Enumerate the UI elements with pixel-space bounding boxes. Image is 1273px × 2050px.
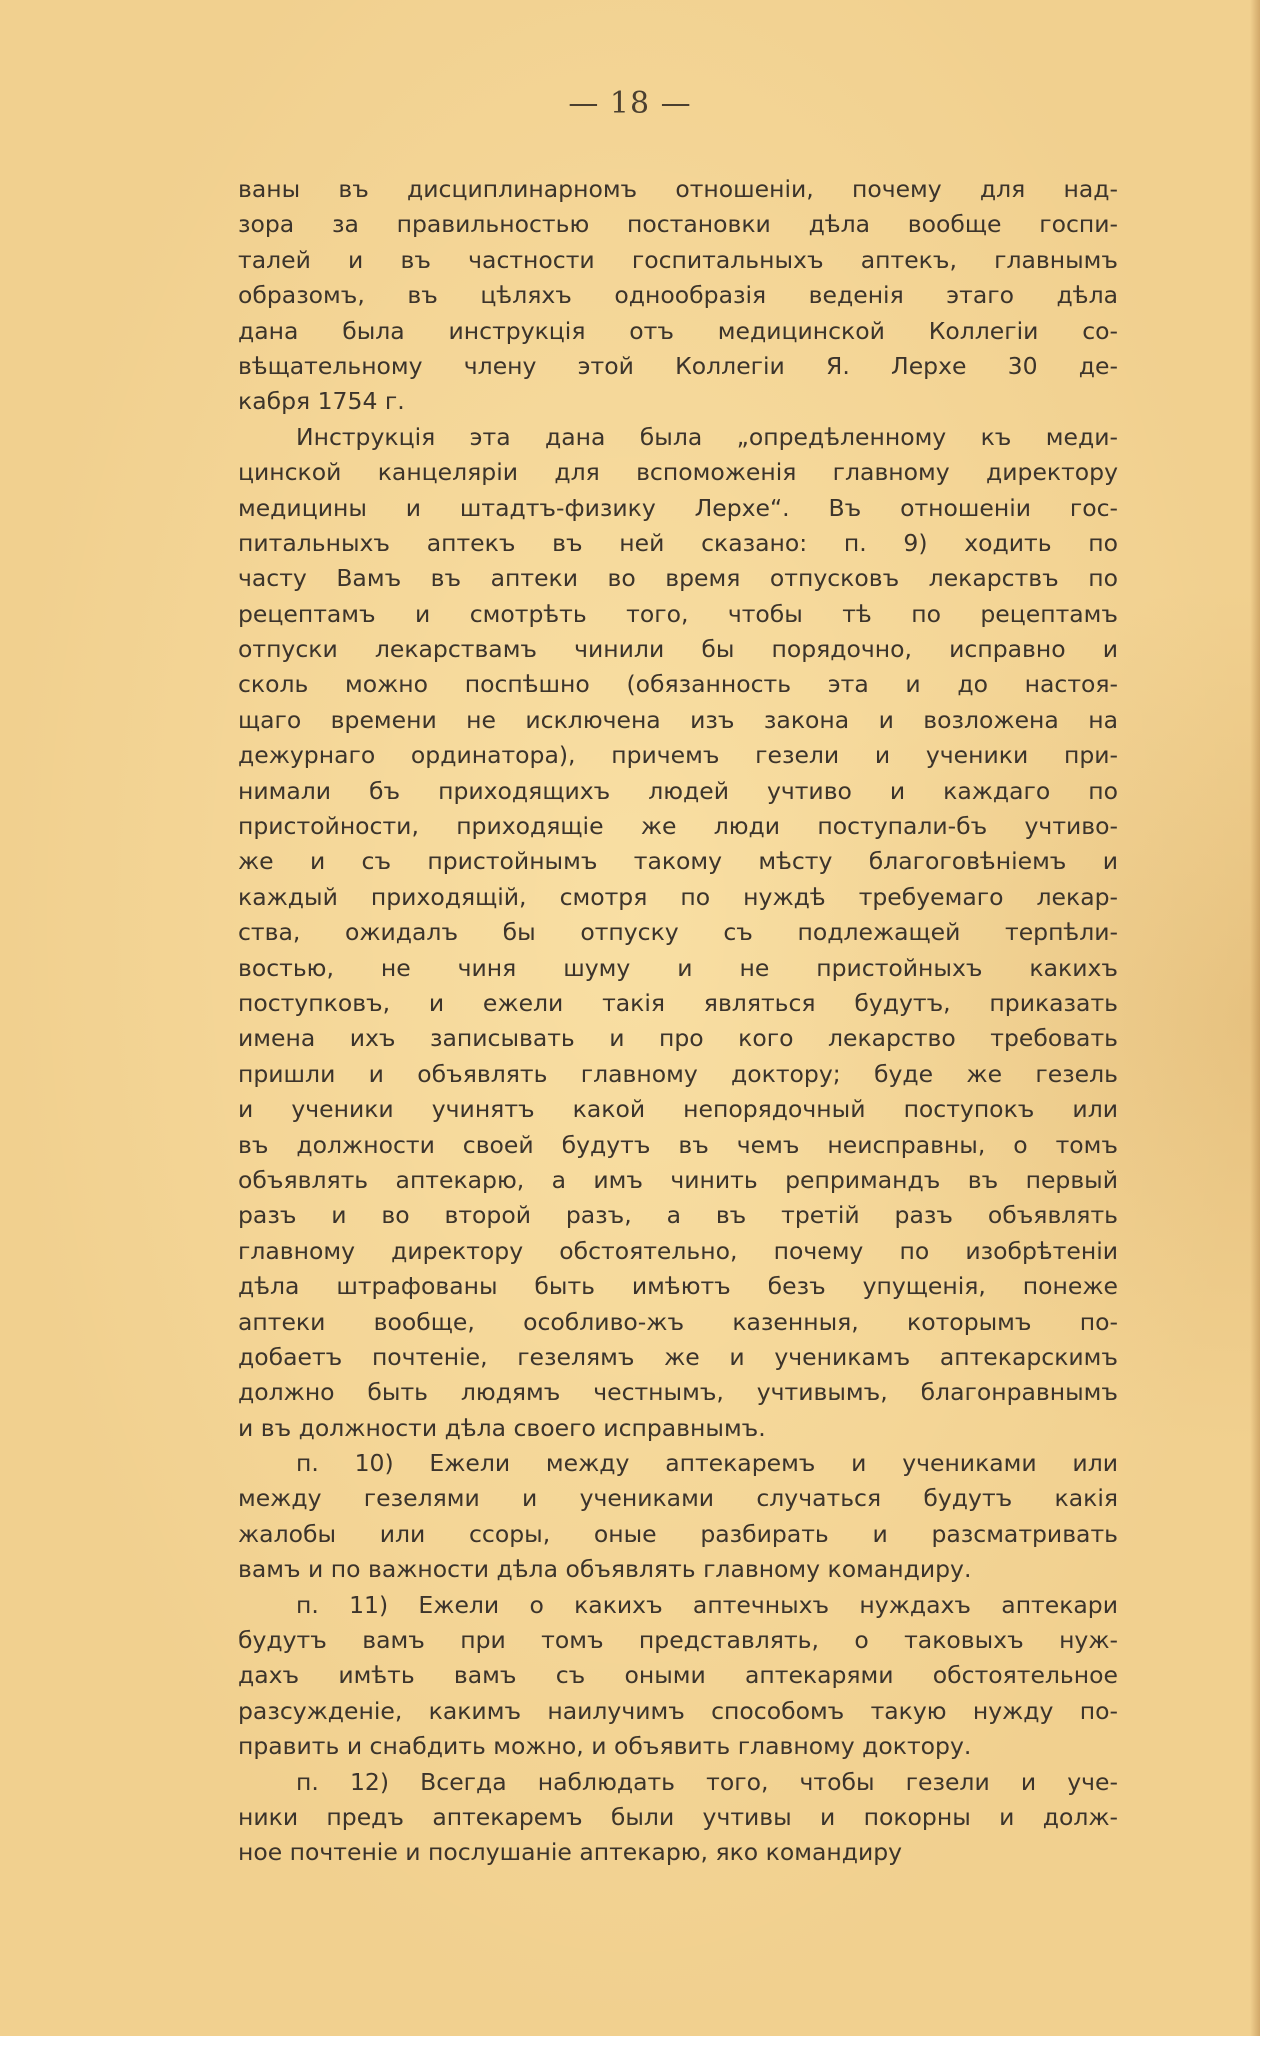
text-line: пришли и объявлять главному доктору; буде же гезель bbox=[238, 1059, 1118, 1088]
paragraph bbox=[238, 172, 1118, 420]
text-line: щаго времени не исключена изъ закона и возложена на bbox=[238, 705, 1118, 734]
text-line: дахъ имѣть вамъ съ оными аптекарями обстоятельное bbox=[238, 1661, 1118, 1690]
text-line: п. 10) Ежели между аптекаремъ и учениками или bbox=[296, 1449, 1118, 1478]
text-line: должно быть людямъ честнымъ, учтивымъ, благонравнымъ bbox=[238, 1378, 1118, 1407]
paragraph bbox=[238, 1446, 1118, 1588]
text-line: объявлять аптекарю, а имъ чинить репримандъ въ первый bbox=[238, 1165, 1118, 1194]
text-line: вѣщательному члену этой Коллегіи Я. Лерхе 30 де- bbox=[238, 351, 1118, 380]
text-line: разъ и во второй разъ, а въ третій разъ объявлять bbox=[238, 1201, 1118, 1230]
text-line: въ должности своей будутъ въ чемъ неисправны, о томъ bbox=[238, 1130, 1118, 1159]
text-line: зора за правильностью постановки дѣла вообще госпи- bbox=[238, 210, 1118, 239]
text-line: кабря 1754 г. bbox=[238, 387, 405, 416]
text-line: добаетъ почтеніе, гезелямъ же и ученикамъ аптекарскимъ bbox=[238, 1342, 1118, 1371]
text-line: править и снабдить можно, и объявить главному доктору. bbox=[238, 1732, 972, 1761]
text-line: талей и въ частности госпитальныхъ аптекъ, главнымъ bbox=[238, 245, 1118, 274]
text-line: ваны въ дисциплинарномъ отношеніи, почему для над- bbox=[238, 175, 1118, 203]
text-line: востью, не чиня шуму и не пристойныхъ какихъ bbox=[238, 953, 1118, 982]
page-number: — 18 — bbox=[568, 86, 692, 121]
text-line: каждый приходящій, смотря по нуждѣ требуемаго лекар- bbox=[238, 882, 1118, 911]
text-line: питальныхъ аптекъ въ ней сказано: п. 9) ходить по bbox=[238, 528, 1118, 557]
text-line: Инструкція эта дана была „опредѣленному къ меди- bbox=[296, 422, 1118, 451]
text-line: жалобы или ссоры, оные разбирать и разсматривать bbox=[238, 1519, 1118, 1548]
text-line: между гезелями и учениками случаться будутъ какія bbox=[238, 1484, 1118, 1513]
text-line: пристойности, приходящіе же люди поступали-бъ учтиво- bbox=[238, 812, 1118, 841]
text-line: нимали бъ приходящихъ людей учтиво и каждаго по bbox=[238, 776, 1118, 805]
text-line: рецептамъ и смотрѣть того, чтобы тѣ по рецептамъ bbox=[238, 599, 1118, 628]
text-line: дѣла штрафованы быть имѣютъ безъ упущенія, понеже bbox=[238, 1272, 1118, 1301]
text-line: отпуски лекарствамъ чинили бы порядочно, исправно и bbox=[238, 635, 1118, 664]
text-line: дана была инструкція отъ медицинской Коллегіи со- bbox=[238, 316, 1118, 345]
text-line: и въ должности дѣла своего исправнымъ. bbox=[238, 1413, 766, 1442]
text-line: образомъ, въ цѣляхъ однообразія веденія этаго дѣла bbox=[238, 281, 1118, 310]
text-line: п. 11) Ежели о какихъ аптечныхъ нуждахъ аптекари bbox=[296, 1590, 1118, 1619]
text-line: ства, ожидалъ бы отпуску съ подлежащей терпѣли- bbox=[238, 918, 1118, 947]
text-line: вамъ и по важности дѣла объявлять главному командиру. bbox=[238, 1555, 972, 1584]
text-line: будутъ вамъ при томъ представлять, о таковыхъ нуж- bbox=[238, 1626, 1118, 1655]
body-text bbox=[238, 172, 1118, 1871]
text-line: п. 12) Всегда наблюдать того, чтобы гезели и уче- bbox=[296, 1767, 1118, 1796]
paragraph bbox=[238, 1765, 1118, 1871]
text-line: дежурнаго ординатора), причемъ гезели и ученики при- bbox=[238, 741, 1118, 770]
paragraph bbox=[238, 1588, 1118, 1765]
text-line: ное почтеніе и послушаніе аптекарю, яко командиру bbox=[238, 1838, 903, 1867]
text-line: часту Вамъ въ аптеки во время отпусковъ лекарствъ по bbox=[238, 564, 1118, 593]
text-line: аптеки вообще, особливо-жъ казенныя, которымъ по- bbox=[238, 1307, 1118, 1336]
text-line: ники предъ аптекаремъ были учтивы и покорны и долж- bbox=[238, 1802, 1118, 1831]
text-line: сколь можно поспѣшно (обязанность эта и до настоя- bbox=[238, 670, 1118, 699]
paragraph bbox=[238, 420, 1118, 1446]
text-line: имена ихъ записывать и про кого лекарство требовать bbox=[238, 1024, 1118, 1053]
text-line: главному директору обстоятельно, почему по изобрѣтеніи bbox=[238, 1236, 1118, 1265]
text-line: поступковъ, и ежели такія являться будутъ, приказать bbox=[238, 988, 1118, 1017]
text-line: же и съ пристойнымъ такому мѣсту благоговѣніемъ и bbox=[238, 847, 1118, 876]
text-line: медицины и штадтъ-физику Лерхе“. Въ отношеніи гос- bbox=[238, 493, 1118, 522]
text-line: и ученики учинятъ какой непорядочный поступокъ или bbox=[238, 1095, 1118, 1124]
text-line: цинской канцеляріи для вспоможенія главному директору bbox=[238, 458, 1118, 487]
page-edge-shadow bbox=[1250, 0, 1260, 2036]
text-line: разсужденіе, какимъ наилучимъ способомъ такую нужду по- bbox=[238, 1696, 1118, 1725]
